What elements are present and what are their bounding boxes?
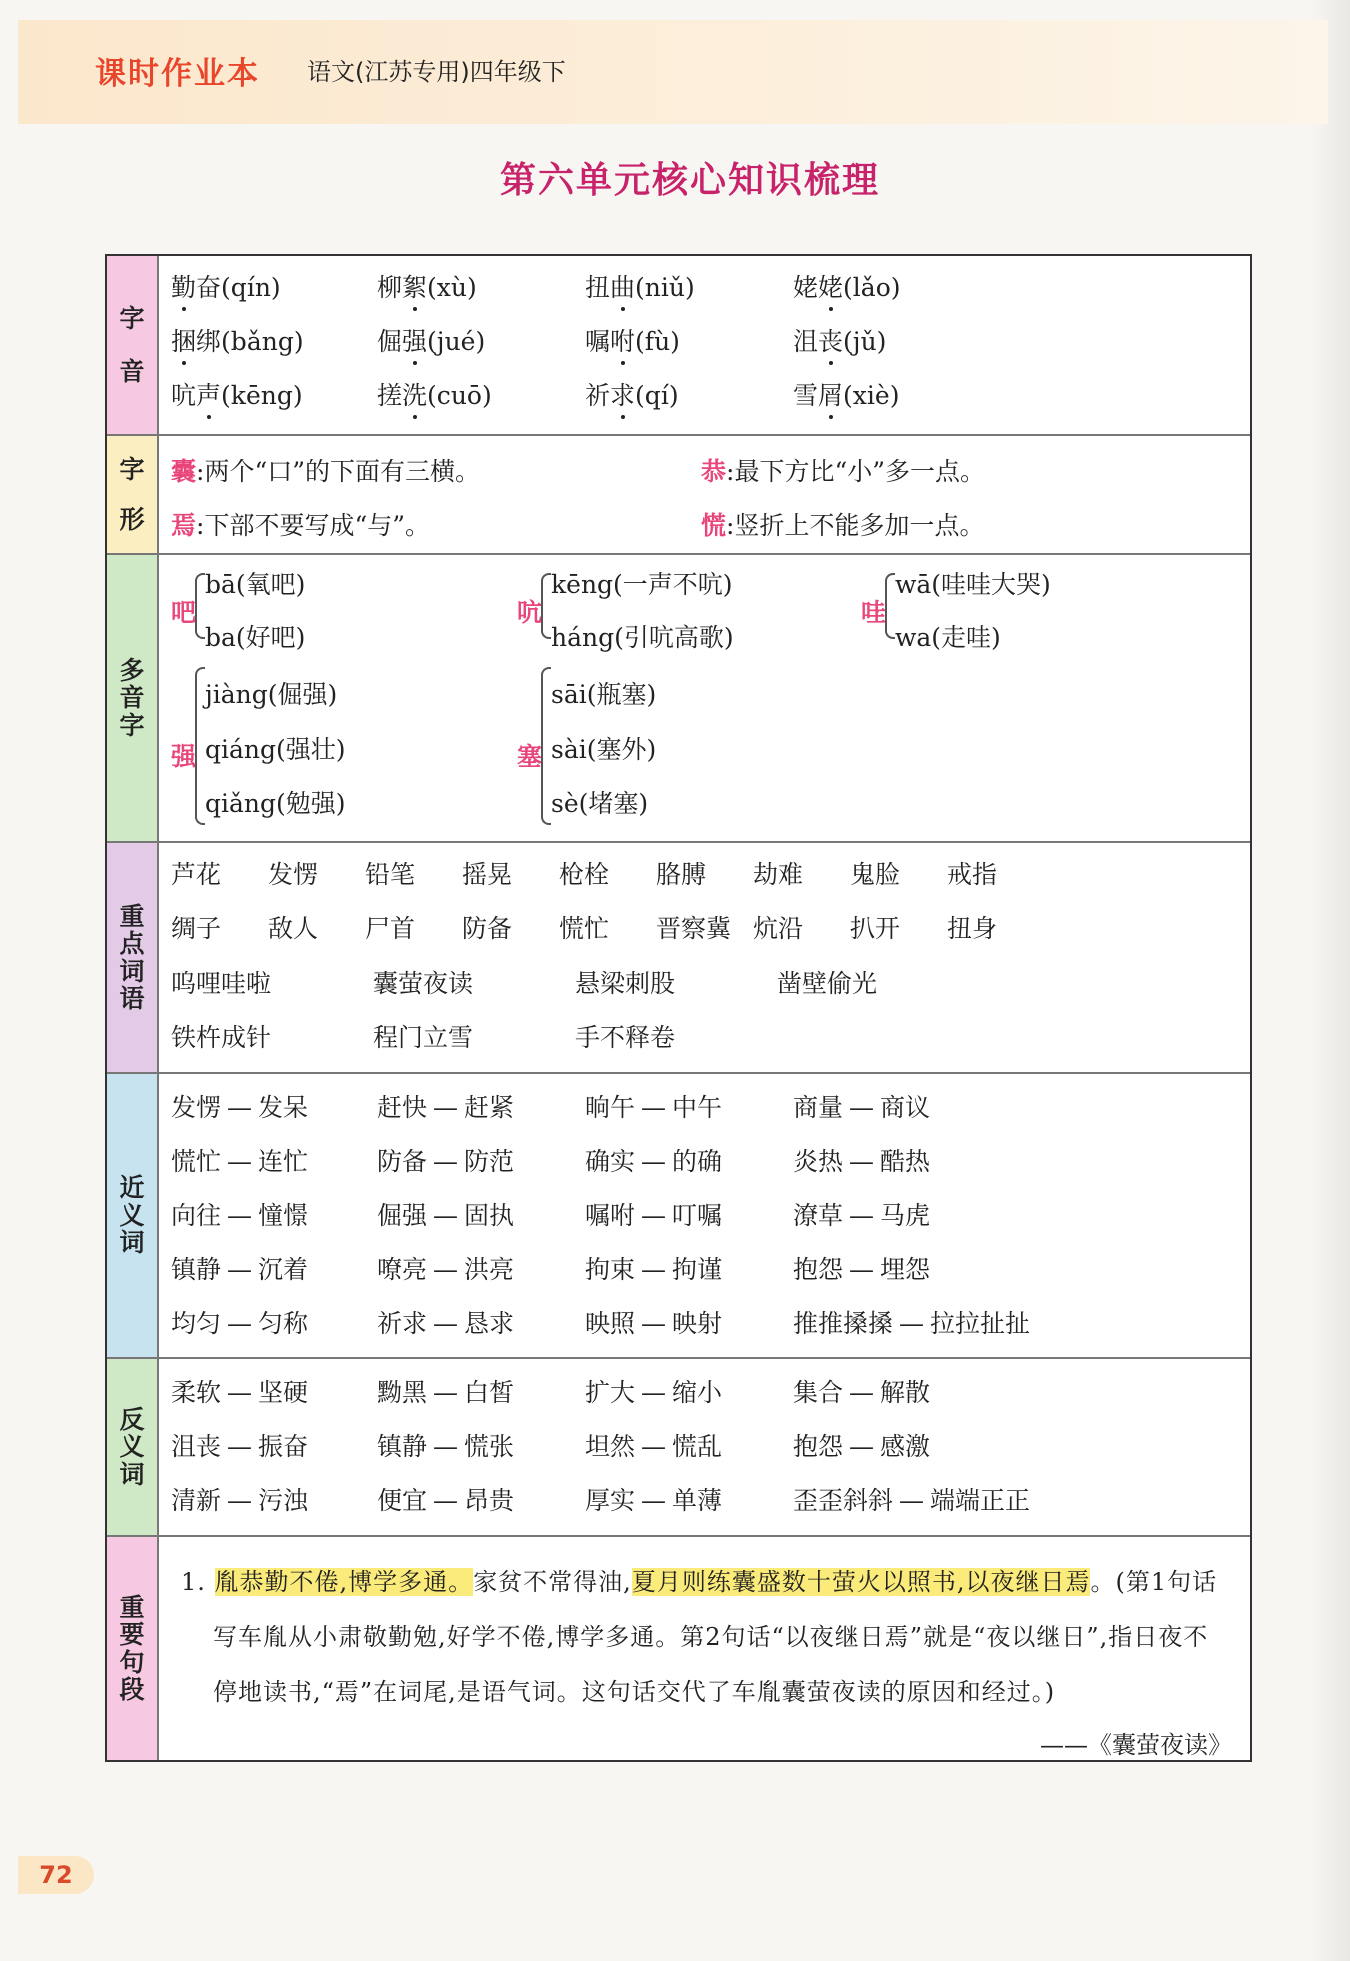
keyword-item: 戒指 [947, 860, 998, 889]
pronunciation-item: 勤奋(qín) [171, 273, 281, 302]
keyword-item: 发愣 [268, 860, 319, 889]
antonym-pair: 黝黑 — 白皙 [377, 1378, 515, 1407]
synonym-pair: 拘束 — 拘谨 [585, 1255, 723, 1284]
row-pronunciation [107, 256, 1250, 436]
brace [541, 667, 551, 825]
label-keywords: 重 点 词 语 [107, 843, 159, 1072]
keyword-item: 铁杵成针 [171, 1023, 272, 1052]
polyphone-reading: qiáng(强壮) [205, 735, 346, 764]
pronunciation-item: 祈求(qí) [585, 381, 679, 410]
highlight-sentence-1: 胤恭勤不倦,博学多通。 [214, 1568, 474, 1596]
antonym-pair: 厚实 — 单薄 [585, 1486, 723, 1515]
label-form: 字 形 [107, 436, 159, 553]
row-keywords [107, 843, 1250, 1074]
keyword-item: 摇晃 [462, 860, 513, 889]
brace [541, 573, 551, 639]
row-polyphone [107, 555, 1250, 843]
row-form [107, 436, 1250, 555]
antonym-pair: 便宜 — 昂贵 [377, 1486, 515, 1515]
polyphone-reading: háng(引吭高歌) [551, 623, 734, 652]
brace [195, 667, 205, 825]
synonym-pair: 晌午 — 中午 [585, 1093, 723, 1122]
polyphone-char: 吧 [171, 598, 197, 627]
brace [195, 573, 205, 639]
keyword-item: 悬梁刺股 [575, 969, 676, 998]
pronunciation-item: 柳絮(xù) [377, 273, 477, 302]
synonym-pair: 抱怨 — 埋怨 [793, 1255, 931, 1284]
synonyms-body [159, 1074, 1250, 1357]
antonym-pair: 抱怨 — 感激 [793, 1432, 931, 1461]
sentence-explanation: 。(第1句话写车胤从小肃敬勤勉,好学不倦,博学多通。第2句话“以夜继日焉”就是“夜以继日”,指日夜不停地读书,“焉”在词尾,是语气词。这句话交代了车胤囊萤夜读的原因和经过。) [213, 1568, 1218, 1706]
antonym-pair: 集合 — 解散 [793, 1378, 931, 1407]
keyword-item: 鬼脸 [850, 860, 901, 889]
keyword-item: 铅笔 [365, 860, 416, 889]
keyword-item: 胳膊 [656, 860, 707, 889]
polyphone-reading: wa(走哇) [895, 623, 1001, 652]
pronunciation-body [159, 256, 1250, 434]
synonym-pair: 商量 — 商议 [793, 1093, 931, 1122]
keyword-item: 防备 [462, 914, 513, 943]
keyword-item: 慌忙 [559, 914, 610, 943]
synonym-pair: 嘹亮 — 洪亮 [377, 1255, 515, 1284]
row-sentences [107, 1537, 1250, 1760]
synonym-pair: 推推搡搡 — 拉拉扯扯 [793, 1309, 1031, 1338]
sentence-paragraph [181, 1555, 1232, 1720]
row-antonyms [107, 1359, 1250, 1537]
keywords-body [159, 843, 1250, 1072]
keyword-item: 绸子 [171, 914, 222, 943]
row-synonyms [107, 1074, 1250, 1359]
page-edge-shadow [1310, 0, 1350, 1961]
keyword-item: 枪栓 [559, 860, 610, 889]
pronunciation-item: 倔强(jué) [377, 327, 486, 356]
polyphone-reading: jiàng(倔强) [205, 680, 338, 709]
pronunciation-item: 姥姥(lǎo) [793, 273, 901, 302]
antonym-pair: 扩大 — 缩小 [585, 1378, 723, 1407]
keyword-item: 手不释卷 [575, 1023, 676, 1052]
pronunciation-item: 嘱咐(fù) [585, 327, 680, 356]
pronunciation-item: 沮丧(jǔ) [793, 327, 887, 356]
synonym-pair: 确实 — 的确 [585, 1147, 723, 1176]
synonym-pair: 映照 — 映射 [585, 1309, 723, 1338]
keyword-item: 扒开 [850, 914, 901, 943]
pronunciation-item: 吭声(kēng) [171, 381, 303, 410]
polyphone-char: 强 [171, 742, 197, 771]
synonym-pair: 倔强 — 固执 [377, 1201, 515, 1230]
knowledge-table [105, 254, 1252, 1762]
page-title: 第六单元核心知识梳理 [499, 160, 880, 201]
book-subtitle: 语文(江苏专用)四年级下 [307, 58, 566, 86]
keyword-item: 劫难 [753, 860, 804, 889]
form-item: 慌:竖折上不能多加一点。 [701, 511, 985, 540]
antonym-pair: 清新 — 污浊 [171, 1486, 309, 1515]
pronunciation-item: 扭曲(niǔ) [585, 273, 695, 302]
polyphone-char: 吭 [517, 598, 543, 627]
antonym-pair: 镇静 — 慌张 [377, 1432, 515, 1461]
synonym-pair: 潦草 — 马虎 [793, 1201, 931, 1230]
keyword-item: 扭身 [947, 914, 998, 943]
form-body [159, 436, 1250, 553]
antonym-pair: 歪歪斜斜 — 端端正正 [793, 1486, 1031, 1515]
highlight-sentence-2: 夏月则练囊盛数十萤火以照书,以夜继日焉 [631, 1568, 1091, 1596]
polyphone-reading: wā(哇哇大哭) [895, 570, 1051, 599]
synonym-pair: 赶快 — 赶紧 [377, 1093, 515, 1122]
form-item: 恭:最下方比“小”多一点。 [701, 457, 986, 486]
antonym-pair: 坦然 — 慌乱 [585, 1432, 723, 1461]
page-number: 72 [18, 1856, 94, 1894]
polyphone-reading: sài(塞外) [551, 735, 657, 764]
pronunciation-item: 搓洗(cuō) [377, 381, 492, 410]
label-synonyms: 近 义 词 [107, 1074, 159, 1357]
keyword-item: 敌人 [268, 914, 319, 943]
polyphone-reading: qiǎng(勉强) [205, 789, 346, 818]
sentence-source: ——《囊萤夜读》 [1040, 1731, 1232, 1759]
synonym-pair: 镇静 — 沉着 [171, 1255, 309, 1284]
brace [885, 573, 895, 639]
synonym-pair: 慌忙 — 连忙 [171, 1147, 309, 1176]
polyphone-char: 塞 [517, 742, 543, 771]
polyphone-reading: ba(好吧) [205, 623, 306, 652]
polyphone-reading: bā(氧吧) [205, 570, 306, 599]
keyword-item: 呜哩哇啦 [171, 969, 272, 998]
polyphone-char: 哇 [861, 598, 887, 627]
polyphone-reading: sè(堵塞) [551, 789, 649, 818]
sentence-text: 家贫不常得油, [473, 1568, 632, 1596]
keyword-item: 程门立雪 [373, 1023, 474, 1052]
synonym-pair: 发愣 — 发呆 [171, 1093, 309, 1122]
label-sentences: 重 要 句 段 [107, 1537, 159, 1760]
label-antonyms: 反 义 词 [107, 1359, 159, 1535]
synonym-pair: 祈求 — 恳求 [377, 1309, 515, 1338]
form-item: 囊:两个“口”的下面有三横。 [171, 457, 481, 486]
antonyms-body [159, 1359, 1250, 1535]
synonym-pair: 向往 — 憧憬 [171, 1201, 309, 1230]
keyword-item: 芦花 [171, 860, 222, 889]
label-polyphone: 多 音 字 [107, 555, 159, 841]
brand-title: 课时作业本 [95, 56, 260, 92]
keyword-item: 尸首 [365, 914, 416, 943]
label-pronunciation: 字 音 [107, 256, 159, 434]
polyphone-body [159, 555, 1250, 841]
keyword-item: 晋察冀 [656, 914, 732, 943]
keyword-item: 炕沿 [753, 914, 804, 943]
sentences-body [159, 1537, 1250, 1760]
synonym-pair: 均匀 — 匀称 [171, 1309, 309, 1338]
antonym-pair: 沮丧 — 振奋 [171, 1432, 309, 1461]
synonym-pair: 嘱咐 — 叮嘱 [585, 1201, 723, 1230]
keyword-item: 囊萤夜读 [373, 969, 474, 998]
antonym-pair: 柔软 — 坚硬 [171, 1378, 309, 1407]
sentence-number: 1. [181, 1568, 206, 1596]
synonym-pair: 炎热 — 酷热 [793, 1147, 931, 1176]
polyphone-reading: sāi(瓶塞) [551, 680, 657, 709]
polyphone-reading: kēng(一声不吭) [551, 570, 733, 599]
form-item: 焉:下部不要写成“与”。 [171, 511, 431, 540]
keyword-item: 凿壁偷光 [777, 969, 878, 998]
synonym-pair: 防备 — 防范 [377, 1147, 515, 1176]
pronunciation-item: 捆绑(bǎng) [171, 327, 304, 356]
pronunciation-item: 雪屑(xiè) [793, 381, 900, 410]
